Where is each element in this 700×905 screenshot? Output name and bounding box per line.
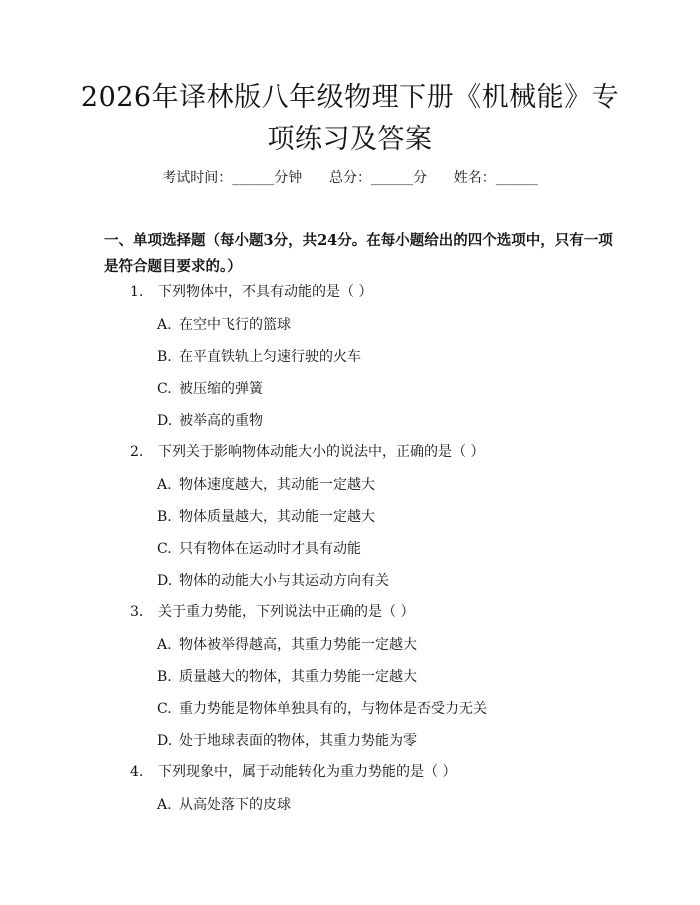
question-1-option-a — [157, 314, 291, 334]
option-text: 在平直铁轨上匀速行驶的火车 — [179, 349, 361, 365]
option-text: 被压缩的弹簧 — [179, 381, 263, 397]
question-2-option-b — [157, 506, 375, 526]
name-blank: ______ — [495, 170, 538, 186]
option-label: B. — [157, 509, 172, 525]
option-label: C. — [157, 701, 172, 717]
option-label: A. — [157, 797, 172, 813]
question-2-option-a — [157, 474, 375, 494]
question-text: 下列关于影响物体动能大小的说法中，正确的是（ ） — [158, 444, 485, 460]
option-label: D. — [157, 733, 173, 749]
question-4-option-a — [157, 794, 291, 814]
section-heading: 一、单项选择题（每小题3分，共24分。在每小题给出的四个选项中，只有一项是符合题目要求的。） — [104, 232, 613, 275]
question-1 — [130, 281, 372, 301]
question-1-option-b — [157, 346, 361, 366]
option-label: D. — [157, 573, 173, 589]
document-title: 2026年译林版八年级物理下册《机械能》专项练习及答案 — [80, 82, 620, 155]
question-2-option-d — [157, 570, 389, 590]
question-3-option-d — [157, 730, 417, 750]
option-text: 物体质量越大，其动能一定越大 — [179, 509, 375, 525]
score-label: 总分： — [329, 170, 371, 186]
name-label: 姓名： — [453, 170, 496, 186]
option-text: 物体被举得越高，其重力势能一定越大 — [179, 637, 417, 653]
option-label: B. — [157, 669, 172, 685]
option-label: C. — [157, 541, 172, 557]
question-2 — [130, 441, 484, 461]
question-text: 关于重力势能，下列说法中正确的是（ ） — [158, 604, 415, 620]
question-4 — [130, 761, 456, 781]
option-label: D. — [157, 413, 173, 429]
option-label: A. — [157, 317, 172, 333]
question-3-option-a — [157, 634, 417, 654]
question-3-option-b — [157, 666, 417, 686]
option-text: 物体的动能大小与其运动方向有关 — [179, 573, 389, 589]
question-1-option-c — [157, 378, 263, 398]
option-label: C. — [157, 381, 172, 397]
time-blank: ______ — [232, 170, 275, 186]
question-number: 2. — [130, 444, 144, 460]
question-1-option-d — [157, 410, 263, 430]
question-text: 下列现象中，属于动能转化为重力势能的是（ ） — [158, 764, 457, 780]
option-text: 被举高的重物 — [179, 413, 263, 429]
option-text: 质量越大的物体，其重力势能一定越大 — [179, 669, 417, 685]
exam-info-line — [0, 167, 700, 187]
time-unit: 分钟 — [274, 170, 303, 186]
question-number: 1. — [130, 284, 144, 300]
option-text: 从高处落下的皮球 — [179, 797, 291, 813]
option-text: 在空中飞行的篮球 — [179, 317, 291, 333]
option-text: 物体速度越大，其动能一定越大 — [179, 477, 375, 493]
question-3-option-c — [157, 698, 487, 718]
option-label: A. — [157, 477, 172, 493]
question-number: 3. — [130, 604, 144, 620]
option-label: B. — [157, 349, 172, 365]
question-text: 下列物体中，不具有动能的是（ ） — [158, 284, 373, 300]
score-blank: ______ — [371, 170, 413, 186]
time-label: 考试时间： — [162, 170, 233, 186]
question-2-option-c — [157, 538, 361, 558]
score-unit: 分 — [413, 170, 427, 186]
question-number: 4. — [130, 764, 144, 780]
option-text: 重力势能是物体单独具有的，与物体是否受力无关 — [179, 701, 487, 717]
option-label: A. — [157, 637, 172, 653]
question-3 — [130, 601, 414, 621]
option-text: 处于地球表面的物体，其重力势能为零 — [179, 733, 417, 749]
option-text: 只有物体在运动时才具有动能 — [179, 541, 361, 557]
